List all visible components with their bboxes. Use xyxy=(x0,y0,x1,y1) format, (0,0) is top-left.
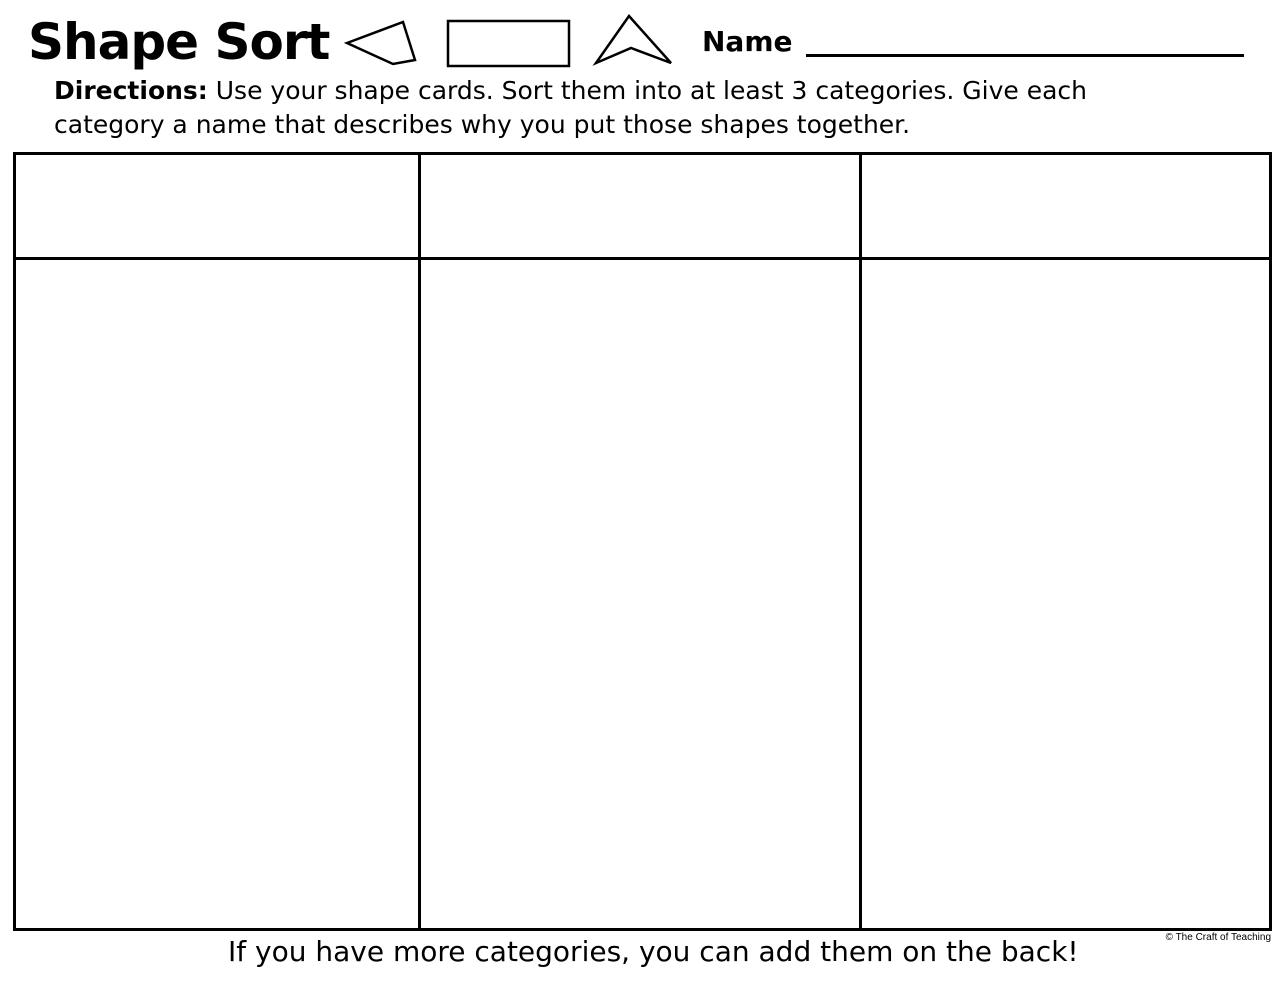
shape-icons xyxy=(0,0,700,80)
category-shapes-cell-1[interactable] xyxy=(16,260,418,928)
footer-note: If you have more categories, you can add them on the back! xyxy=(228,935,1079,968)
copyright: © The Craft of Teaching xyxy=(1165,932,1271,943)
worksheet-title: Shape Sort xyxy=(28,13,330,71)
name-label: Name xyxy=(702,25,793,58)
directions-text-line2: category a name that describes why you put those shapes together. xyxy=(54,110,911,139)
name-field[interactable] xyxy=(806,54,1244,57)
directions-text: Use your shape cards. Sort them into at least 3 categories. Give each xyxy=(215,76,1088,105)
sort-table xyxy=(13,152,1272,931)
category-shapes-cell-2[interactable] xyxy=(421,260,859,928)
category-shapes-cell-3[interactable] xyxy=(862,260,1269,928)
concave-triangle-icon xyxy=(596,16,671,63)
category-name-cell-1[interactable] xyxy=(16,155,418,257)
directions xyxy=(54,74,1234,142)
rectangle-icon xyxy=(448,21,569,66)
quadrilateral-icon xyxy=(347,22,415,64)
directions-label: Directions: xyxy=(54,76,208,105)
category-name-cell-2[interactable] xyxy=(421,155,859,257)
category-name-cell-3[interactable] xyxy=(862,155,1269,257)
